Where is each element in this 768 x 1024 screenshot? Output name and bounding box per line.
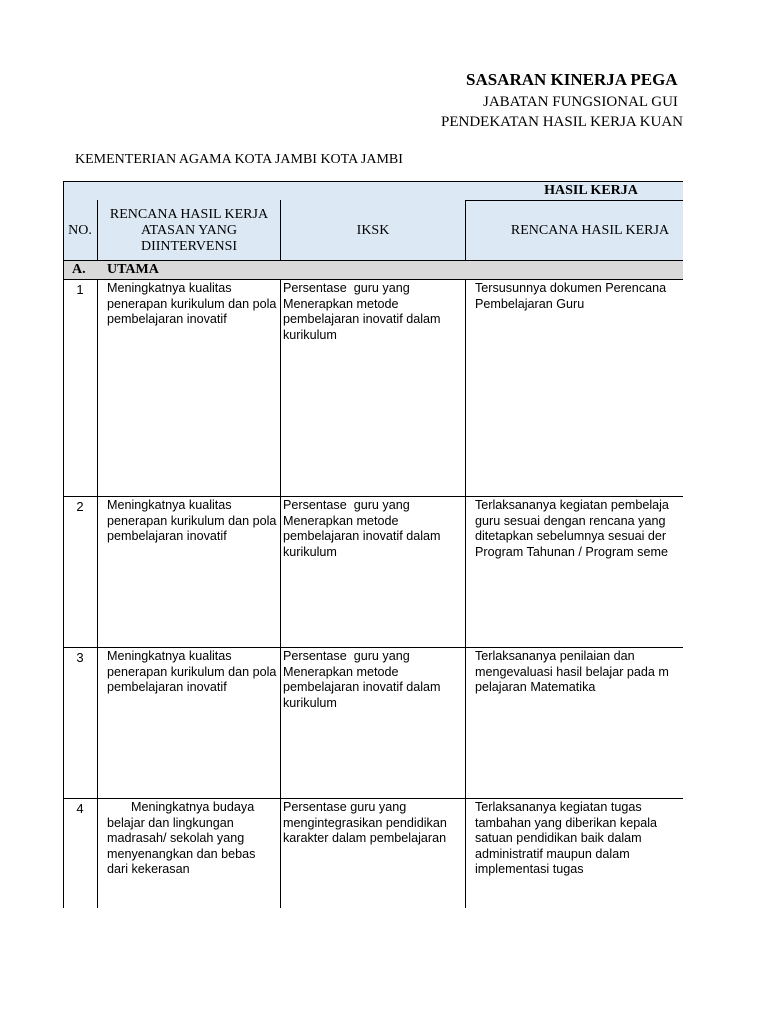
document-subtitle-jabatan: JABATAN FUNGSIONAL GUI <box>483 94 678 110</box>
rhk-cell: Tersusunnya dokumen Perencana Pembelajaran Guru <box>475 281 667 311</box>
table-border <box>465 279 466 908</box>
rhk-cell: Terlaksananya penilaian dan mengevaluasi hasil belajar pada m pelajaran Matematika <box>475 649 669 694</box>
organization-name: KEMENTERIAN AGAMA KOTA JAMBI KOTA JAMBI <box>75 152 403 167</box>
iksk-cell: Persentase guru yang mengintegrasikan pendidikan karakter dalam pembelajaran <box>283 800 451 845</box>
row-number: 1 <box>76 282 84 297</box>
column-header-no-label: NO. <box>68 222 92 238</box>
document-subtitle-pendekatan: PENDEKATAN HASIL KERJA KUAN <box>441 114 683 130</box>
column-header-rhk-label: RENCANA HASIL KERJA <box>510 222 670 238</box>
row-number: 2 <box>76 499 84 514</box>
section-code: A. <box>72 262 86 277</box>
rhk-atasan-cell: Meningkatnya kualitas penerapan kurikulum dan pola pembelajaran inovatif <box>107 281 280 326</box>
rhk-cell: Terlaksananya kegiatan tugas tambahan yang diberikan kepala satuan pendidikan baik dalam administratif maupun dalam implementasi tugas <box>475 800 658 876</box>
column-header-rhk-atasan <box>98 201 280 260</box>
column-header-iksk-label: IKSK <box>356 222 390 238</box>
iksk-cell: Persentase guru yang Menerapkan metode pembelajaran inovatif dalam kurikulum <box>283 281 445 342</box>
table-border <box>97 279 98 908</box>
column-header-rhk <box>466 201 683 260</box>
row-number: 3 <box>76 650 84 665</box>
section-label: UTAMA <box>107 262 159 277</box>
column-header-no <box>63 201 97 260</box>
rhk-cell: Terlaksananya kegiatan pembelaja guru sesuai dengan rencana yang ditetapkan sebelumnya sesuai der Program Tahunan / Program seme <box>475 498 669 559</box>
rhk-atasan-cell: Meningkatnya kualitas penerapan kurikulum dan pola pembelajaran inovatif <box>107 649 280 694</box>
row-number: 4 <box>76 801 84 816</box>
hasil-kerja-group-header: HASIL KERJA <box>544 183 638 198</box>
rhk-atasan-cell: Meningkatnya budaya belajar dan lingkungan madrasah/ sekolah yang menyenangkan dan bebas dari kekerasan <box>107 800 259 876</box>
iksk-cell: Persentase guru yang Menerapkan metode pembelajaran inovatif dalam kurikulum <box>283 649 445 710</box>
iksk-cell: Persentase guru yang Menerapkan metode pembelajaran inovatif dalam kurikulum <box>283 498 445 559</box>
document-title: SASARAN KINERJA PEGA <box>466 70 678 89</box>
column-header-iksk <box>281 201 465 260</box>
rhk-atasan-cell: Meningkatnya kualitas penerapan kurikulum dan pola pembelajaran inovatif <box>107 498 280 543</box>
column-header-rhk-atasan-label: RENCANA HASIL KERJA ATASAN YANG DIINTERVENSI <box>109 206 269 254</box>
